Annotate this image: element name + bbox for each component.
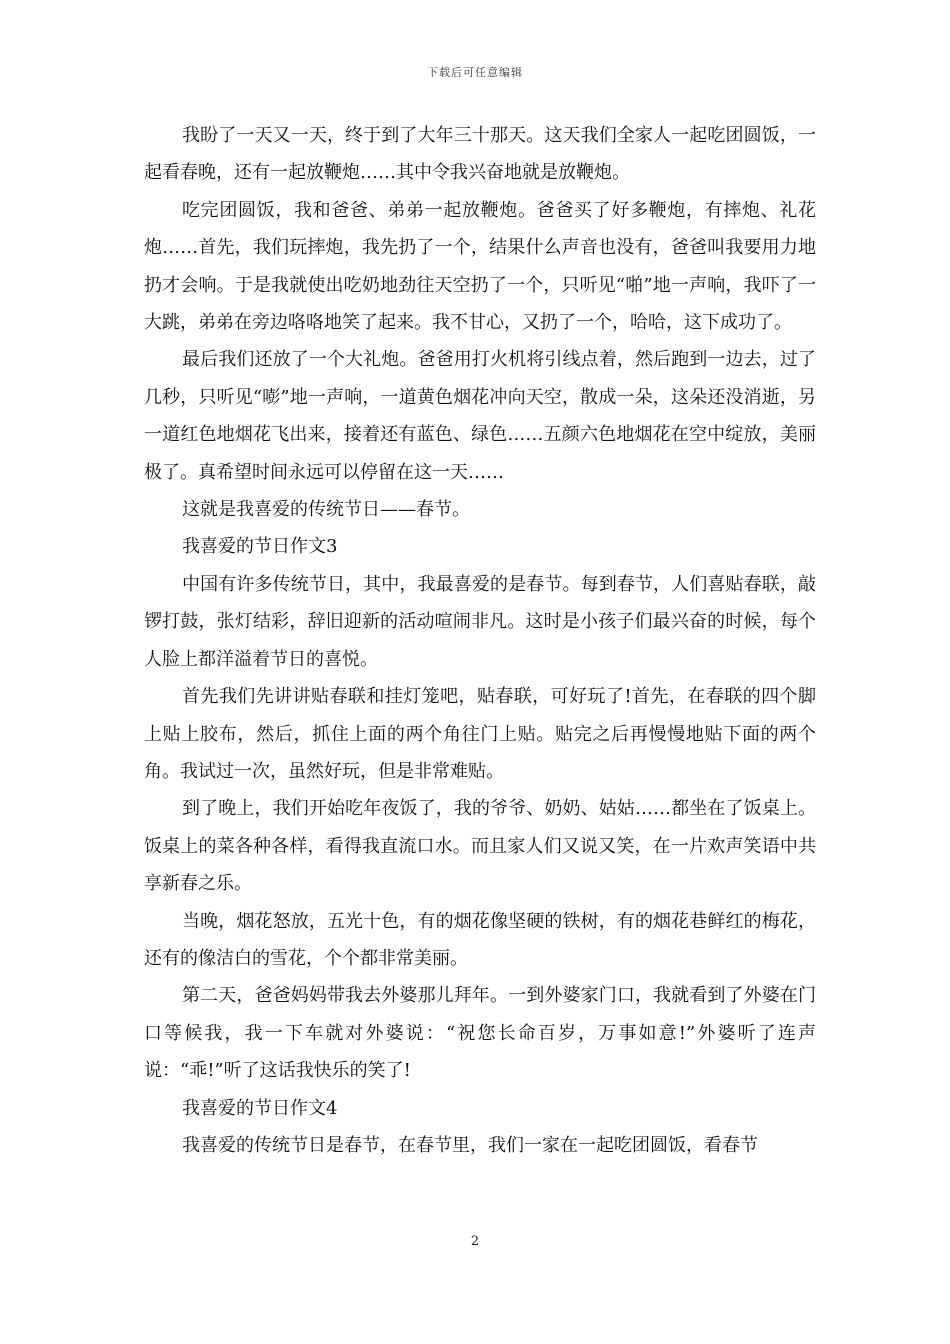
paragraph: 这就是我喜爱的传统节日——春节。 bbox=[182, 499, 470, 521]
page-number: 2 bbox=[470, 1234, 480, 1249]
paragraph: 中国有许多传统节日，其中，我最喜爱的是春节。每到春节，人们喜贴春联，敲锣打鼓，张灯结彩，辞旧迎新的活动喧闹非凡。这时是小孩子们最兴奋的时候，每个人脸上都洋溢着节日的喜悦。 bbox=[144, 573, 816, 670]
page-header: 下载后可任意编辑 bbox=[427, 66, 523, 79]
section-heading: 我喜爱的节日作文4 bbox=[182, 1097, 338, 1119]
document-body bbox=[144, 117, 816, 1164]
paragraph: 第二天，爸爸妈妈带我去外婆那儿拜年。一到外婆家门口，我就看到了外婆在门口等候我，我一下车就对外婆说：“祝您长命百岁，万事如意!”外婆听了连声说：“乖!”听了这话我快乐的笑了! bbox=[144, 985, 816, 1082]
paragraph: 到了晚上，我们开始吃年夜饭了，我的爷爷、奶奶、姑姑……都坐在了饭桌上。饭桌上的菜各种各样，看得我直流口水。而且家人们又说又笑，在一片欢声笑语中共享新春之乐。 bbox=[144, 798, 816, 895]
paragraph: 最后我们还放了一个大礼炮。爸爸用打火机将引线点着，然后跑到一边去，过了几秒，只听见“嘭”地一声响，一道黄色烟花冲向天空，散成一朵，这朵还没消逝，另一道红色地烟花飞出来，接着还有蓝色、绿色……五颜六色地烟花在空中绽放，美丽极了。真希望时间永远可以停留在这一天…… bbox=[144, 349, 816, 483]
paragraph: 当晚，烟花怒放，五光十色，有的烟花像坚硬的铁树，有的烟花巷鲜红的梅花，还有的像洁白的雪花，个个都非常美丽。 bbox=[144, 910, 816, 969]
paragraph: 我盼了一天又一天，终于到了大年三十那天。这天我们全家人一起吃团圆饭，一起看春晚，还有一起放鞭炮……其中令我兴奋地就是放鞭炮。 bbox=[144, 125, 816, 184]
section-heading: 我喜爱的节日作文3 bbox=[182, 536, 338, 558]
paragraph: 我喜爱的传统节日是春节，在春节里，我们一家在一起吃团圆饭，看春节 bbox=[182, 1134, 758, 1156]
paragraph: 首先我们先讲讲贴春联和挂灯笼吧，贴春联，可好玩了!首先，在春联的四个脚上贴上胶布，然后，抓住上面的两个角往门上贴。贴完之后再慢慢地贴下面的两个角。我试过一次，虽然好玩，但是非常难贴。 bbox=[144, 686, 816, 782]
paragraph: 吃完团圆饭，我和爸爸、弟弟一起放鞭炮。爸爸买了好多鞭炮，有摔炮、礼花炮……首先，我们玩摔炮，我先扔了一个，结果什么声音也没有，爸爸叫我要用力地扔才会响。于是我就使出吃奶地劲往天空扔了一个，只听见“啪”地一声响，我吓了一大跳，弟弟在旁边咯咯地笑了起来。我不甘心，又扔了一个，哈哈，这下成功了。 bbox=[144, 199, 816, 334]
